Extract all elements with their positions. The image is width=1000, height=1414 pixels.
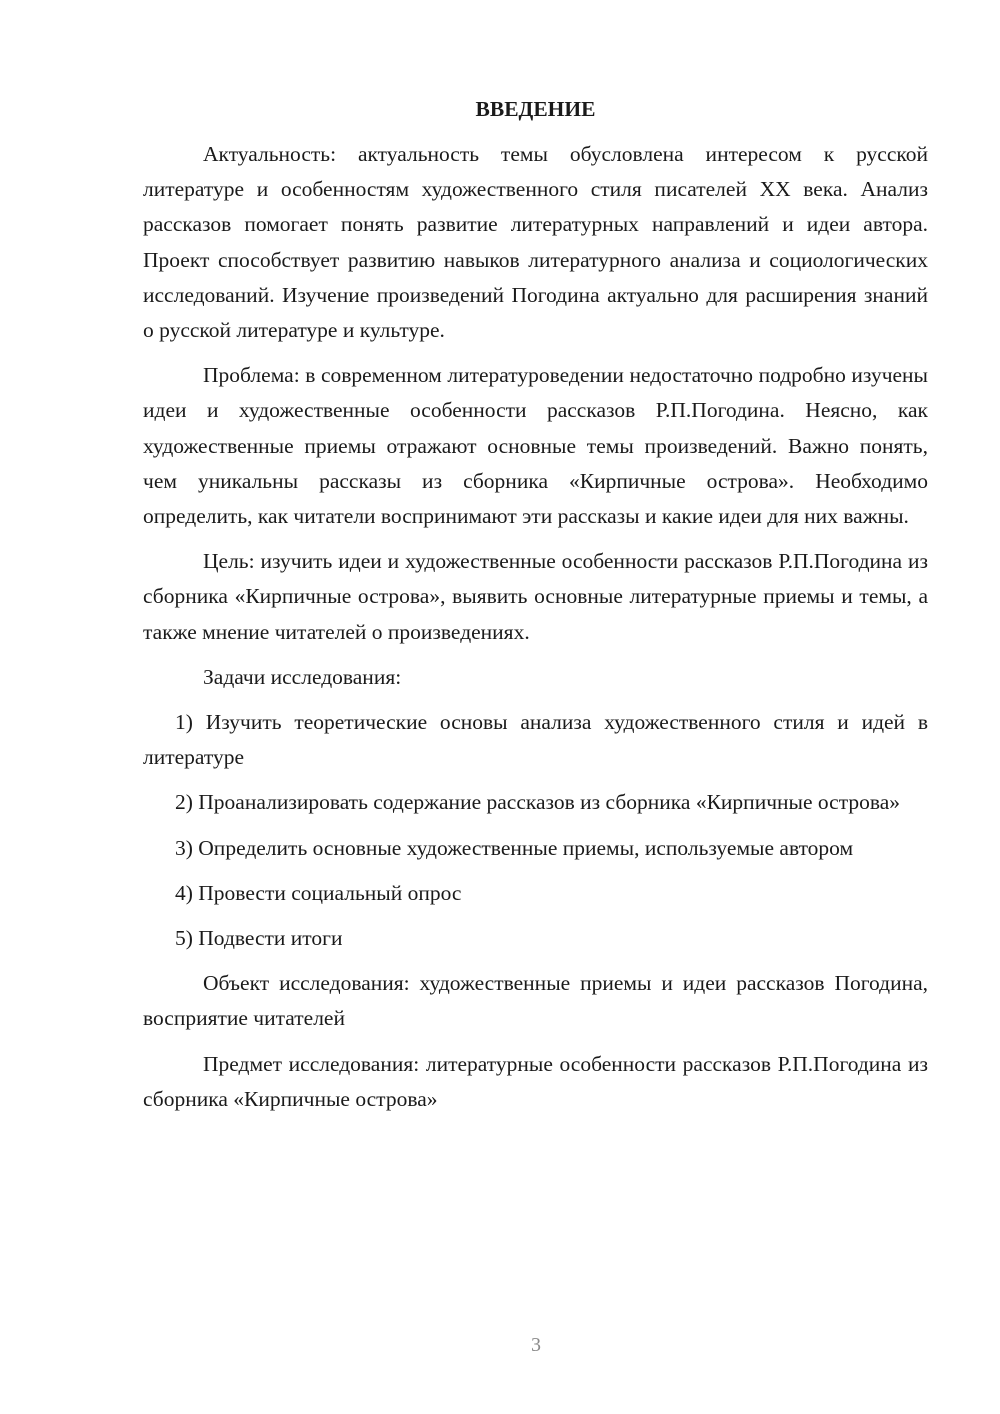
goal-paragraph: Цель: изучить идеи и художественные особенности рассказов Р.П.Погодина из сборника «Кирпичные острова», выявить основные литературные приемы и темы, а также мнение читателей о произведениях. <box>143 549 928 644</box>
task-item-1: 1) Изучить теоретические основы анализа художественного стиля и идей в литературе <box>143 710 928 770</box>
subject-paragraph: Предмет исследования: литературные особенности рассказов Р.П.Погодина из сборника «Кирпичные острова» <box>143 1051 928 1111</box>
relevance-paragraph: Актуальность: актуальность темы обусловлена интересом к русской литературе и особенностям художественного стиля писателей XX века. Анализ рассказов помогает понять развитие литературных направлений и идеи автора. Проект способствует развитию навыков литературного анализа и социологических исследований. Изучение произведений Погодина актуально для расширения знаний о русской литературе и культуре. <box>143 142 928 343</box>
tasks-heading: Задачи исследования: <box>203 664 402 689</box>
problem-paragraph: Проблема: в современном литературоведении недостаточно подробно изучены идеи и художественные особенности рассказов Р.П.Погодина. Неясно, как художественные приемы отражают основные темы произведений. Важно понять, чем уникальны рассказы из сборника «Кирпичные острова». Необходимо определить, как читатели воспринимают эти рассказы и какие идеи для них важны. <box>143 363 928 529</box>
task-item-2: 2) Проанализировать содержание рассказов из сборника «Кирпичные острова» <box>175 790 901 815</box>
document-page <box>143 92 928 1127</box>
task-item-4: 4) Провести социальный опрос <box>175 880 462 905</box>
task-item-3: 3) Определить основные художественные приемы, используемые автором <box>175 835 854 860</box>
object-paragraph: Объект исследования: художественные приемы и идеи рассказов Погодина, восприятие читателей <box>143 971 928 1031</box>
page-title: ВВЕДЕНИЕ <box>475 97 596 121</box>
task-item-5: 5) Подвести итоги <box>175 926 343 951</box>
page-number: 3 <box>531 1334 541 1356</box>
